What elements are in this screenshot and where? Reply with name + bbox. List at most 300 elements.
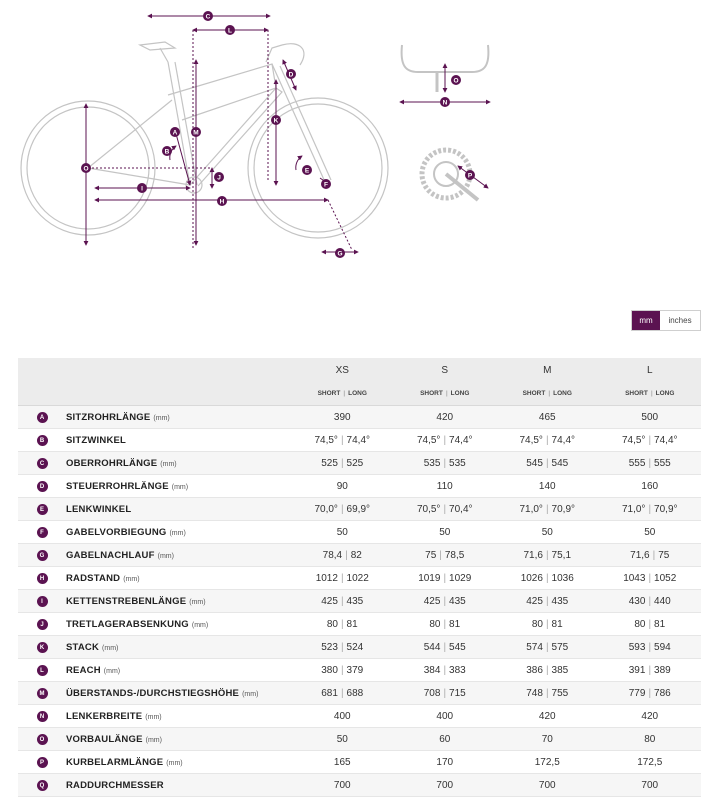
size-value-cell bbox=[291, 452, 394, 475]
short-value: 535 bbox=[423, 457, 441, 469]
long-label: LONG bbox=[348, 390, 367, 397]
value: 500 bbox=[641, 411, 659, 423]
short-value: 384 bbox=[423, 664, 441, 676]
dimension-label bbox=[66, 544, 291, 567]
badge-n bbox=[440, 97, 450, 107]
dimension-label bbox=[66, 751, 291, 774]
size-value-cell bbox=[394, 429, 497, 452]
long-value: 385 bbox=[551, 664, 569, 676]
size-value-cell bbox=[599, 774, 702, 797]
size-value-cell bbox=[599, 705, 702, 728]
long-value: 688 bbox=[346, 687, 364, 699]
short-value: 1012 bbox=[315, 572, 338, 584]
size-value-cell bbox=[394, 452, 497, 475]
long-value: 435 bbox=[346, 595, 364, 607]
long-value: 755 bbox=[551, 687, 569, 699]
short-value: 523 bbox=[321, 641, 338, 653]
dimension-name: RADSTAND bbox=[66, 572, 121, 584]
dimension-name: GABELNACHLAUF bbox=[66, 549, 155, 561]
dimension-unit: (mm) bbox=[123, 575, 140, 583]
long-value: 78,5 bbox=[444, 549, 465, 561]
size-value-cell bbox=[394, 475, 497, 498]
size-value-cell bbox=[496, 590, 599, 613]
size-value-cell bbox=[291, 498, 394, 521]
geometry-table-body bbox=[18, 406, 701, 797]
table-row bbox=[18, 544, 701, 567]
table-row bbox=[18, 406, 701, 429]
badge-a-letter: A bbox=[172, 129, 178, 137]
separator: | bbox=[648, 595, 652, 607]
dimension-letter-badge: H bbox=[37, 573, 48, 584]
long-value: 74,4° bbox=[551, 434, 576, 446]
size-value-cell bbox=[599, 613, 702, 636]
dimension-label bbox=[66, 521, 291, 544]
size-value-cell bbox=[496, 774, 599, 797]
short-value: 71,6 bbox=[523, 549, 543, 561]
value: 465 bbox=[538, 411, 556, 423]
size-value-cell bbox=[496, 429, 599, 452]
badge-j-letter: J bbox=[217, 174, 221, 182]
value: 50 bbox=[336, 526, 348, 538]
dimension-letter-badge: I bbox=[37, 596, 48, 607]
badge-m bbox=[191, 127, 201, 137]
table-row bbox=[18, 682, 701, 705]
value: 160 bbox=[641, 480, 659, 492]
dimension-label bbox=[66, 567, 291, 590]
short-long-header bbox=[599, 382, 702, 406]
short-long-header bbox=[291, 382, 394, 406]
long-value: 555 bbox=[654, 457, 671, 469]
badge-h-letter: H bbox=[219, 198, 225, 206]
size-header: L bbox=[599, 358, 702, 382]
dimension-label bbox=[66, 613, 291, 636]
dimension-name: VORBAULÄNGE bbox=[66, 733, 143, 745]
dimension-name: OBERROHRLÄNGE bbox=[66, 457, 158, 469]
short-value: 425 bbox=[526, 595, 543, 607]
short-value: 525 bbox=[321, 457, 338, 469]
badge-q-letter bbox=[0, 0, 1, 1]
unit-mm-button[interactable]: mm bbox=[632, 311, 660, 330]
long-value: 389 bbox=[654, 664, 671, 676]
dimension-name: STEUERROHRLÄNGE bbox=[66, 480, 169, 492]
size-value-cell bbox=[599, 498, 702, 521]
long-value: 1052 bbox=[654, 572, 677, 584]
short-value: 74,5° bbox=[416, 434, 441, 446]
long-value: 594 bbox=[654, 641, 671, 653]
short-value: 391 bbox=[628, 664, 646, 676]
separator: | bbox=[443, 434, 447, 446]
dimension-label bbox=[66, 406, 291, 429]
dimension-label bbox=[66, 452, 291, 475]
size-value-cell bbox=[599, 544, 702, 567]
size-value-cell bbox=[599, 590, 702, 613]
dimension-label bbox=[66, 774, 291, 797]
short-value: 71,6 bbox=[630, 549, 650, 561]
size-value-cell bbox=[599, 429, 702, 452]
dimension-unit: (mm) bbox=[153, 414, 170, 422]
long-value: 70,4° bbox=[449, 503, 473, 515]
badge-o-letter: O bbox=[83, 165, 89, 173]
short-value: 74,5° bbox=[621, 434, 646, 446]
separator: | bbox=[340, 664, 344, 676]
long-value: 81 bbox=[654, 618, 666, 630]
value: 70 bbox=[541, 733, 553, 745]
badge-e bbox=[302, 165, 312, 175]
dimension-name: STACK bbox=[66, 641, 100, 653]
table-row bbox=[18, 774, 701, 797]
dimension-letter-badge: C bbox=[37, 458, 48, 469]
dimension-label bbox=[66, 728, 291, 751]
table-row bbox=[18, 728, 701, 751]
size-value-cell bbox=[291, 705, 394, 728]
dimension-unit: (mm) bbox=[157, 552, 174, 560]
size-value-cell bbox=[599, 406, 702, 429]
separator: | bbox=[340, 687, 344, 699]
badge-l-letter: L bbox=[228, 27, 232, 35]
badge-i bbox=[137, 183, 147, 193]
badge-d-letter: D bbox=[288, 71, 294, 79]
size-value-cell bbox=[291, 521, 394, 544]
value: 700 bbox=[333, 779, 351, 791]
dimension-letter-badge: J bbox=[37, 619, 48, 630]
size-value-cell bbox=[496, 452, 599, 475]
badge-h bbox=[217, 196, 227, 206]
dimension-unit: (mm) bbox=[166, 759, 183, 767]
value: 50 bbox=[439, 526, 451, 538]
short-value: 1043 bbox=[623, 572, 646, 584]
badge-b bbox=[162, 146, 172, 156]
size-value-cell bbox=[394, 728, 497, 751]
value: 420 bbox=[641, 710, 659, 722]
badge-n-letter: N bbox=[442, 99, 448, 107]
long-value: 74,4° bbox=[346, 434, 371, 446]
long-value: 435 bbox=[551, 595, 569, 607]
size-value-cell bbox=[599, 567, 702, 590]
value: 50 bbox=[541, 526, 553, 538]
long-value: 75,1 bbox=[551, 549, 572, 561]
short-value: 80 bbox=[531, 618, 543, 630]
separator: | bbox=[340, 457, 344, 469]
table-row bbox=[18, 521, 701, 544]
badge-b-letter: B bbox=[164, 148, 170, 156]
size-header: M bbox=[496, 358, 599, 382]
separator: | bbox=[443, 572, 447, 584]
dimension-letter-badge: F bbox=[37, 527, 48, 538]
short-value: 80 bbox=[429, 618, 441, 630]
size-value-cell bbox=[394, 659, 497, 682]
size-value-cell bbox=[291, 475, 394, 498]
unit-toggle[interactable] bbox=[631, 310, 701, 331]
separator: | bbox=[650, 390, 653, 397]
table-row bbox=[18, 659, 701, 682]
dimension-label bbox=[66, 475, 291, 498]
size-value-cell bbox=[599, 475, 702, 498]
crankset-view bbox=[422, 150, 488, 200]
handlebar-top-view bbox=[400, 45, 490, 102]
long-value: 1036 bbox=[551, 572, 574, 584]
dimension-letter-badge: M bbox=[37, 688, 48, 699]
table-row bbox=[18, 452, 701, 475]
dimension-badges bbox=[0, 0, 475, 258]
table-row bbox=[18, 590, 701, 613]
separator: | bbox=[439, 549, 442, 561]
size-value-cell bbox=[291, 406, 394, 429]
badge-k-letter: K bbox=[273, 117, 279, 125]
long-value: 82 bbox=[350, 549, 362, 561]
long-value: 81 bbox=[551, 618, 563, 630]
short-value: 386 bbox=[526, 664, 543, 676]
short-value: 748 bbox=[526, 687, 543, 699]
value: 60 bbox=[439, 733, 451, 745]
size-value-cell bbox=[599, 521, 702, 544]
badge-l bbox=[225, 25, 235, 35]
long-label: LONG bbox=[450, 390, 470, 397]
size-value-cell bbox=[394, 406, 497, 429]
separator: | bbox=[340, 503, 344, 515]
long-value: 70,9° bbox=[551, 503, 576, 515]
table-row bbox=[18, 636, 701, 659]
separator: | bbox=[648, 641, 652, 653]
short-value: 574 bbox=[526, 641, 543, 653]
value: 700 bbox=[641, 779, 659, 791]
short-value: 70,5° bbox=[416, 503, 441, 515]
value: 165 bbox=[333, 756, 351, 768]
dimension-unit: (mm) bbox=[103, 667, 121, 675]
value: 420 bbox=[538, 710, 556, 722]
dimension-label bbox=[66, 429, 291, 452]
size-value-cell bbox=[394, 705, 497, 728]
separator: | bbox=[340, 595, 344, 607]
long-value: 81 bbox=[346, 618, 358, 630]
dimension-name: SITZROHRLÄNGE bbox=[66, 411, 151, 423]
dimension-name: SITZWINKEL bbox=[66, 434, 127, 446]
short-value: 1019 bbox=[418, 572, 441, 584]
size-value-cell bbox=[291, 544, 394, 567]
dimension-letter-badge: L bbox=[37, 665, 48, 676]
size-value-cell bbox=[291, 728, 394, 751]
badge-j bbox=[214, 172, 224, 182]
short-label: SHORT bbox=[625, 390, 648, 397]
badge-o2 bbox=[451, 75, 461, 85]
separator: | bbox=[545, 641, 549, 653]
short-long-header bbox=[496, 382, 599, 406]
value: 170 bbox=[436, 756, 454, 768]
long-label: LONG bbox=[553, 390, 572, 397]
size-value-cell bbox=[496, 636, 599, 659]
size-value-cell bbox=[599, 751, 702, 774]
table-row bbox=[18, 498, 701, 521]
separator: | bbox=[443, 664, 447, 676]
badge-o2-letter: O bbox=[453, 77, 459, 85]
badge-g bbox=[335, 248, 345, 258]
size-value-cell bbox=[291, 682, 394, 705]
long-value: 786 bbox=[654, 687, 671, 699]
dimension-label bbox=[66, 498, 291, 521]
separator: | bbox=[545, 572, 549, 584]
size-value-cell bbox=[394, 774, 497, 797]
value: 400 bbox=[333, 710, 351, 722]
short-value: 681 bbox=[321, 687, 338, 699]
separator: | bbox=[545, 664, 549, 676]
dimension-letter-badge: B bbox=[37, 435, 48, 446]
dimension-unit: (mm) bbox=[242, 690, 259, 698]
long-value: 535 bbox=[449, 457, 466, 469]
long-value: 524 bbox=[346, 641, 364, 653]
dimension-unit: (mm) bbox=[169, 529, 186, 537]
separator: | bbox=[443, 641, 447, 653]
badge-a bbox=[170, 127, 180, 137]
badge-o bbox=[81, 163, 91, 173]
dimension-label bbox=[66, 590, 291, 613]
badge-e-letter: E bbox=[304, 167, 310, 175]
badge-f-letter: F bbox=[324, 181, 328, 189]
separator: | bbox=[648, 503, 652, 515]
size-value-cell bbox=[394, 636, 497, 659]
size-value-cell bbox=[496, 567, 599, 590]
long-value: 1022 bbox=[346, 572, 369, 584]
size-value-cell bbox=[291, 429, 394, 452]
separator: | bbox=[545, 549, 549, 561]
long-value: 440 bbox=[654, 595, 671, 607]
dimension-unit: (mm) bbox=[160, 460, 177, 468]
short-value: 430 bbox=[628, 595, 646, 607]
short-label: SHORT bbox=[317, 390, 341, 397]
short-value: 425 bbox=[423, 595, 441, 607]
dimension-name: GABELVORBIEGUNG bbox=[66, 526, 167, 538]
value: 140 bbox=[538, 480, 556, 492]
dimension-unit: (mm) bbox=[189, 598, 206, 606]
size-value-cell bbox=[496, 659, 599, 682]
badge-i-letter: I bbox=[141, 185, 143, 193]
size-value-cell bbox=[394, 521, 497, 544]
separator: | bbox=[340, 618, 344, 630]
long-value: 81 bbox=[449, 618, 461, 630]
size-value-cell bbox=[394, 590, 497, 613]
dimension-unit: (mm) bbox=[145, 713, 162, 721]
long-value: 545 bbox=[551, 457, 569, 469]
value: 50 bbox=[644, 526, 656, 538]
size-value-cell bbox=[496, 475, 599, 498]
value: 172,5 bbox=[637, 756, 663, 768]
size-value-cell bbox=[496, 521, 599, 544]
short-label: SHORT bbox=[522, 390, 546, 397]
dimension-label bbox=[66, 636, 291, 659]
short-value: 779 bbox=[628, 687, 646, 699]
badge-p bbox=[465, 170, 475, 180]
long-value: 75 bbox=[658, 549, 670, 561]
separator: | bbox=[648, 618, 652, 630]
table-row bbox=[18, 475, 701, 498]
short-value: 80 bbox=[634, 618, 646, 630]
size-header: S bbox=[394, 358, 497, 382]
separator: | bbox=[545, 434, 549, 446]
short-value: 380 bbox=[321, 664, 338, 676]
badge-c bbox=[203, 11, 213, 21]
size-value-cell bbox=[496, 544, 599, 567]
bike-outline bbox=[21, 42, 388, 238]
badge-f bbox=[321, 179, 331, 189]
size-value-cell bbox=[291, 636, 394, 659]
size-value-cell bbox=[599, 636, 702, 659]
size-value-cell bbox=[496, 728, 599, 751]
dimension-letter-badge: K bbox=[37, 642, 48, 653]
long-value: 525 bbox=[346, 457, 364, 469]
separator: | bbox=[545, 595, 549, 607]
short-value: 71,0° bbox=[621, 503, 646, 515]
long-value: 1029 bbox=[449, 572, 472, 584]
short-value: 593 bbox=[628, 641, 646, 653]
separator: | bbox=[443, 457, 447, 469]
long-value: 379 bbox=[346, 664, 364, 676]
separator: | bbox=[548, 390, 551, 397]
short-value: 708 bbox=[423, 687, 441, 699]
long-value: 74,4° bbox=[654, 434, 678, 446]
dimension-unit: (mm) bbox=[171, 483, 189, 491]
size-value-cell bbox=[394, 544, 497, 567]
size-value-cell bbox=[496, 613, 599, 636]
separator: | bbox=[648, 572, 652, 584]
separator: | bbox=[345, 549, 348, 561]
table-row bbox=[18, 751, 701, 774]
value: 90 bbox=[336, 480, 348, 492]
geometry-table bbox=[18, 358, 701, 797]
dimension-letter-badge: E bbox=[37, 504, 48, 515]
table-row bbox=[18, 705, 701, 728]
dimension-letter-badge: G bbox=[37, 550, 48, 561]
short-value: 70,0° bbox=[314, 503, 338, 515]
short-value: 74,5° bbox=[314, 434, 338, 446]
dimension-name: LENKWINKEL bbox=[66, 503, 132, 515]
dimension-name: KURBELARMLÄNGE bbox=[66, 756, 164, 768]
value: 80 bbox=[644, 733, 656, 745]
size-value-cell bbox=[496, 751, 599, 774]
size-header: XS bbox=[291, 358, 394, 382]
short-label: SHORT bbox=[420, 390, 443, 397]
dimension-name: REACH bbox=[66, 664, 101, 676]
short-value: 425 bbox=[321, 595, 338, 607]
size-value-cell bbox=[599, 682, 702, 705]
table-row bbox=[18, 429, 701, 452]
dimension-name: ÜBERSTANDS-/DURCHSTIEGSHÖHE bbox=[66, 687, 240, 699]
size-value-cell bbox=[496, 498, 599, 521]
separator: | bbox=[648, 687, 652, 699]
dimension-letter-badge: N bbox=[37, 711, 48, 722]
separator: | bbox=[445, 390, 448, 397]
separator: | bbox=[648, 457, 652, 469]
value: 700 bbox=[436, 779, 454, 791]
short-value: 75 bbox=[425, 549, 437, 561]
size-value-cell bbox=[496, 682, 599, 705]
value: 390 bbox=[333, 411, 351, 423]
separator: | bbox=[648, 664, 652, 676]
badge-m-letter: M bbox=[193, 129, 199, 137]
size-value-cell bbox=[291, 613, 394, 636]
unit-inches-button[interactable]: inches bbox=[660, 311, 700, 330]
dimension-unit: (mm) bbox=[145, 736, 162, 744]
table-row bbox=[18, 613, 701, 636]
badge-d bbox=[286, 69, 296, 79]
separator: | bbox=[443, 503, 447, 515]
dimension-name: RADDURCHMESSER bbox=[66, 779, 164, 791]
separator: | bbox=[652, 549, 656, 561]
long-value: 74,4° bbox=[449, 434, 473, 446]
size-header-row bbox=[18, 358, 701, 382]
short-long-header bbox=[394, 382, 497, 406]
dimension-letter-badge: O bbox=[37, 734, 48, 745]
size-value-cell bbox=[394, 567, 497, 590]
value: 50 bbox=[336, 733, 348, 745]
badge-g-letter: G bbox=[337, 250, 343, 258]
